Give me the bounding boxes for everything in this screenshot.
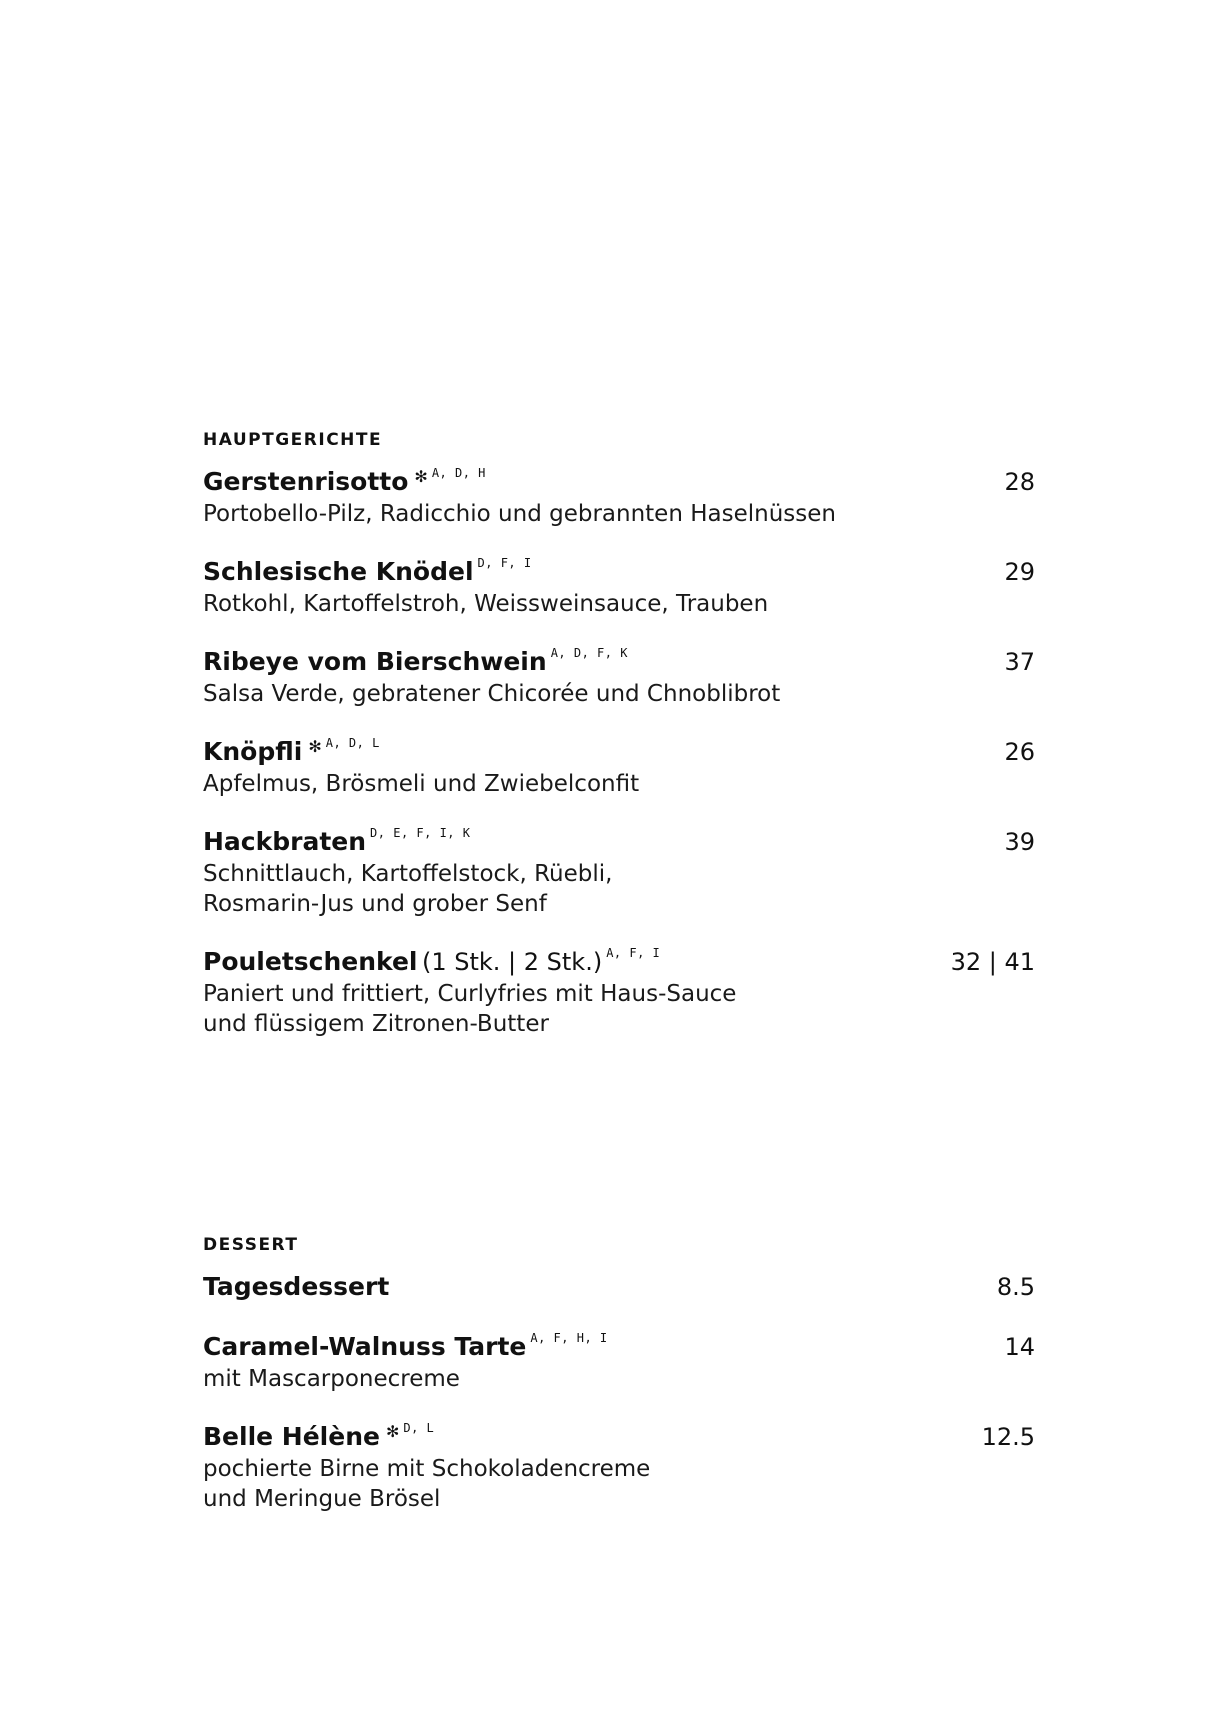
item-description: mit Mascarponecreme — [203, 1366, 460, 1392]
item-allergens: D, E, F, I, K — [370, 826, 471, 840]
section-hauptgerichte — [203, 429, 1035, 1039]
item-name: Ribeye vom Bierschwein — [203, 647, 547, 676]
item-description: pochierte Birne mit Schokoladencreme — [203, 1456, 651, 1482]
item-price: 32 | 41 — [950, 948, 1035, 976]
item-allergens: A, D, F, K — [550, 646, 628, 660]
item-name: Knöpfli — [203, 737, 303, 766]
item-price: 37 — [1004, 648, 1035, 676]
item-description: und flüssigem Zitronen-Butter — [203, 1011, 549, 1037]
item-description: und Meringue Brösel — [203, 1486, 441, 1512]
item-price: 29 — [1004, 558, 1035, 586]
item-description: Paniert und frittiert, Curlyfries mit Haus-Sauce — [203, 981, 737, 1007]
menu-item-caramel-walnuss-tarte — [203, 1330, 1035, 1394]
item-name: Tagesdessert — [203, 1272, 390, 1301]
item-price: 12.5 — [981, 1423, 1035, 1451]
item-name: Gerstenrisotto — [203, 467, 409, 496]
item-price: 8.5 — [996, 1273, 1035, 1301]
menu-item-hackbraten — [203, 825, 1035, 919]
section-dessert — [203, 1234, 1035, 1514]
item-allergens: A, F, I — [606, 946, 661, 960]
menu-item-ribeye — [203, 645, 1035, 709]
item-name: Schlesische Knödel — [203, 557, 474, 586]
item-price: 39 — [1004, 828, 1035, 856]
item-name: Belle Hélène — [203, 1422, 380, 1451]
item-price: 26 — [1004, 738, 1035, 766]
item-allergens: A, D, H — [431, 466, 486, 480]
item-name: Pouletschenkel — [203, 947, 418, 976]
item-description: Schnittlauch, Kartoffelstock, Rüebli, — [203, 861, 613, 887]
item-price: 14 — [1004, 1333, 1035, 1361]
menu-item-knoepfli — [203, 735, 1035, 799]
vegetarian-mark-icon: ✻ — [385, 1424, 400, 1441]
vegetarian-mark-icon: ✻ — [414, 469, 428, 486]
item-description: Rotkohl, Kartoffelstroh, Weissweinsauce, Trauben — [203, 591, 769, 617]
section-title: DESSERT — [203, 1235, 299, 1255]
item-description: Apfelmus, Brösmeli und Zwiebelconfit — [203, 771, 640, 797]
item-name: Hackbraten — [203, 827, 367, 856]
item-allergens: A, F, H, I — [530, 1331, 608, 1345]
vegetarian-mark-icon: ✻ — [308, 739, 322, 756]
item-allergens: A, D, L — [325, 736, 380, 750]
item-name: Caramel-Walnuss Tarte — [203, 1332, 527, 1361]
item-description: Portobello-Pilz, Radicchio und gebrannten Haselnüssen — [203, 501, 836, 527]
menu-item-belle-helene — [203, 1420, 1035, 1514]
item-portion-options: (1 Stk. | 2 Stk.) — [421, 948, 603, 976]
menu-item-pouletschenkel — [203, 945, 1035, 1039]
section-title: HAUPTGERICHTE — [203, 430, 383, 450]
item-description: Rosmarin-Jus und grober Senf — [203, 891, 547, 917]
menu-item-schlesische-knoedel — [203, 555, 1035, 619]
menu-item-tagesdessert — [203, 1270, 1035, 1304]
item-description: Salsa Verde, gebratener Chicorée und Chnoblibrot — [203, 681, 781, 707]
item-allergens: D, L — [403, 1421, 435, 1435]
item-price: 28 — [1004, 468, 1035, 496]
menu-item-gerstenrisotto — [203, 465, 1035, 529]
item-allergens: D, F, I — [477, 556, 532, 570]
